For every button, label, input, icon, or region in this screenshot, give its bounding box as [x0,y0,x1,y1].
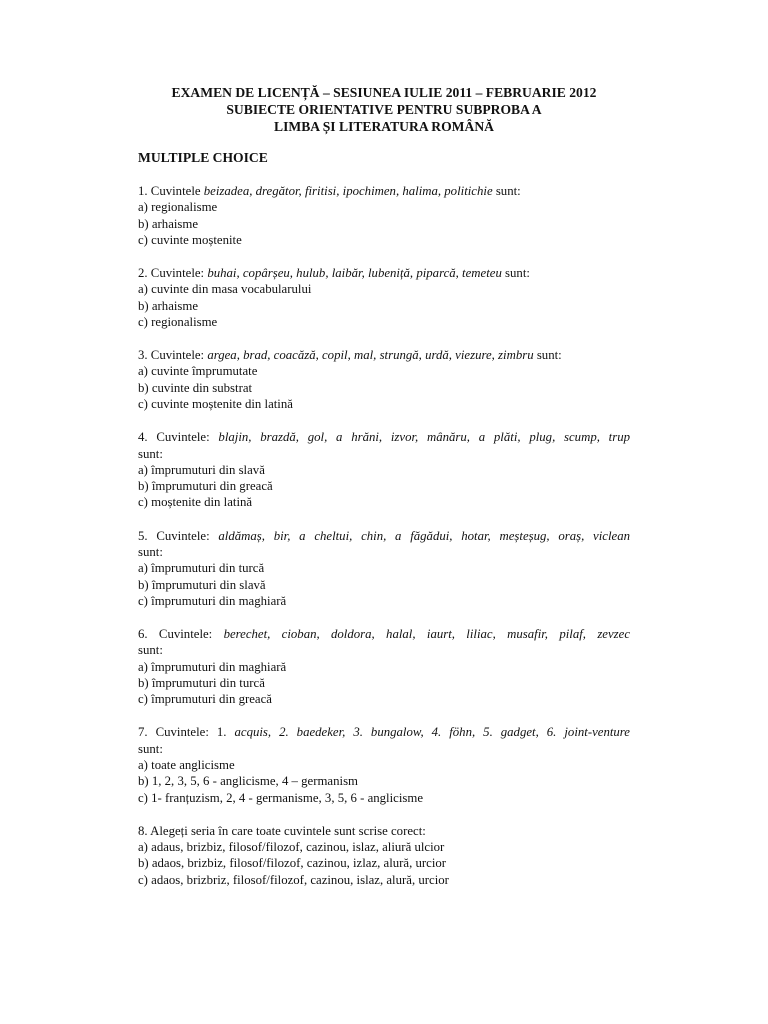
exam-header [0,84,768,135]
question-prefix: 1. Cuvintele [138,184,204,198]
question-continuation: sunt: [138,446,163,461]
option-a: a) împrumuturi din slavă [138,462,265,477]
option-b: b) adaos, brizbiz, filosof/filozof, cazinou, izlaz, alură, urcior [138,856,447,871]
option-b: b) arhaisme [138,216,199,231]
question-2 [138,265,630,330]
question-5 [138,528,630,609]
question-prefix: 2. Cuvintele: [138,266,208,281]
section-title: MULTIPLE CHOICE [138,150,268,165]
option-a: a) cuvinte din masa vocabularului [138,282,312,297]
option-a: a) regionalisme [138,200,218,215]
option-b: b) împrumuturi din turcă [138,675,265,690]
option-c: c) cuvinte moștenite din latină [138,397,293,412]
option-a: a) împrumuturi din maghiară [138,659,287,674]
question-text [138,429,630,445]
question-text [138,528,630,544]
option-c: c) moștenite din latină [138,495,253,510]
header-line-3: LIMBA ȘI LITERATURA ROMÂNĂ [274,119,494,134]
option-c: c) regionalisme [138,314,218,329]
option-c: c) cuvinte moștenite [138,232,242,247]
option-b: b) împrumuturi din greacă [138,479,273,494]
question-8 [138,823,630,888]
option-c: c) împrumuturi din maghiară [138,593,287,608]
question-words: acquis, 2. baedeker, 3. bungalow, 4. föhn, 5. gadget, 6. joint-venture [234,725,630,740]
question-suffix: sunt: [492,184,521,198]
option-b: b) cuvinte din substrat [138,380,253,395]
question-continuation: sunt: [138,643,163,658]
question-prefix: 4. Cuvintele: [138,430,219,445]
question-text [138,265,630,281]
question-continuation: sunt: [138,741,163,756]
question-words: aldămaș, bir, a cheltui, chin, a făgădui, hotar, meșteșug, oraș, viclean [218,528,630,543]
option-c: c) împrumuturi din greacă [138,692,272,707]
question-1 [138,183,630,248]
question-prefix: 7. Cuvintele: 1. [138,725,235,740]
question-words: beizadea, dregător, firitisi, ipochimen, halima, politichie [203,184,493,198]
question-prefix: 3. Cuvintele: [138,348,208,363]
question-continuation: sunt: [138,544,163,559]
question-4 [138,429,630,510]
question-words: argea, brad, coacăză, copil, mal, strungă, urdă, viezure, zimbru [207,348,534,363]
option-a: a) cuvinte împrumutate [138,364,258,379]
option-a: a) împrumuturi din turcă [138,561,265,576]
question-words: buhai, copârșeu, hulub, laibăr, lubeniță, piparcă, temeteu [207,266,502,281]
question-words: blajin, brazdă, gol, a hrăni, izvor, mânăru, a plăti, plug, scump, trup [218,430,631,445]
question-text: 8. Alegeți seria în care toate cuvintele sunt scrise corect: [138,823,426,838]
header-line-1: EXAMEN DE LICENȚĂ – SESIUNEA IULIE 2011 – FEBRUARIE 2012 [171,85,597,100]
header-line-2: SUBIECTE ORIENTATIVE PENTRU SUBPROBA A [226,102,542,117]
question-prefix: 6. Cuvintele: [138,626,224,641]
option-c: c) 1- franțuzism, 2, 4 - germanisme, 3, 5, 6 - anglicisme [138,790,424,805]
question-7 [138,724,630,805]
question-words: berechet, cioban, doldora, halal, iaurt, liliac, musafir, pilaf, zevzec [223,626,630,641]
question-suffix: sunt: [501,266,530,281]
question-text [138,347,630,363]
option-b: b) împrumuturi din slavă [138,577,266,592]
question-text [138,724,630,740]
question-text [138,626,630,642]
questions-list [138,183,630,905]
question-text [138,183,630,199]
question-6 [138,626,630,707]
option-c: c) adaos, brizbriz, filosof/filozof, cazinou, islaz, alură, urcior [138,872,449,887]
option-b: b) arhaisme [138,298,199,313]
question-3 [138,347,630,412]
question-prefix: 5. Cuvintele: [138,528,219,543]
option-b: b) 1, 2, 3, 5, 6 - anglicisme, 4 – germanism [138,774,358,789]
option-a: a) toate anglicisme [138,757,235,772]
question-suffix: sunt: [533,348,562,363]
option-a: a) adaus, brizbiz, filosof/filozof, cazinou, islaz, aliură ulcior [138,840,445,855]
